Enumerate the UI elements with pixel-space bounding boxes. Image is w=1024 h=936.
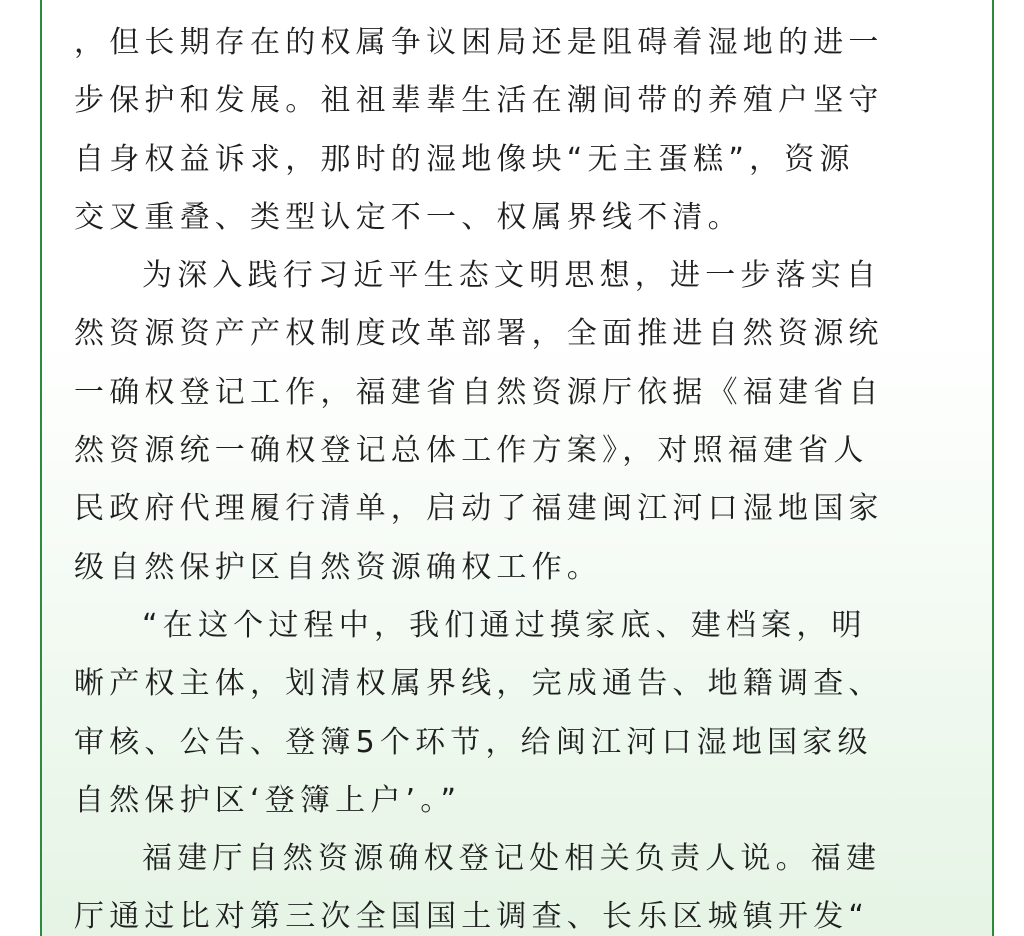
paragraph-2-line-5: 民政府代理履行清单，启动了福建闽江河口湿地国家: [74, 491, 884, 527]
paragraph-2-line-4: 然资源统一确权登记总体工作方案》，对照福建省人: [74, 433, 869, 469]
paragraph-3-line-2: 晰产权主体，划清权属界线，完成通告、地籍调查、: [74, 666, 884, 702]
paragraph-3-line-1: “在这个过程中，我们通过摸家底、建档案，明: [142, 607, 867, 643]
paragraph-3-line-4: 自然保护区‘登簿上户’。”: [74, 782, 462, 818]
paragraph-1-line-1: ，但长期存在的权属争议困局还是阻碍着湿地的进一: [74, 25, 884, 60]
paragraph-1-line-4: 交叉重叠、类型认定不一、权属界线不清。: [74, 199, 743, 235]
paragraph-2-line-3: 一确权登记工作，福建省自然资源厅依据《福建省自: [74, 374, 884, 410]
paragraph-1-line-3: 自身权益诉求，那时的湿地像块“无主蛋糕”，资源: [74, 141, 855, 177]
paragraph-2-line-6: 级自然保护区自然资源确权工作。: [74, 549, 602, 585]
paragraph-4-line-2: 厅通过比对第三次全国国土调查、长乐区城镇开发“: [74, 899, 870, 935]
paragraph-4-line-1: 福建厅自然资源确权登记处相关负责人说。福建: [142, 841, 882, 877]
paragraph-2-line-1: 为深入践行习近平生态文明思想，进一步落实自: [142, 258, 882, 294]
article-body: [74, 14, 954, 936]
paragraph-1-line-2: 步保护和发展。祖祖辈辈生活在潮间带的养殖户坚守: [74, 83, 884, 119]
paragraph-2-line-2: 然资源资产产权制度改革部署，全面推进自然资源统: [74, 316, 884, 352]
paragraph-3-line-3: 审核、公告、登簿5个环节，给闽江河口湿地国家级: [74, 724, 873, 760]
